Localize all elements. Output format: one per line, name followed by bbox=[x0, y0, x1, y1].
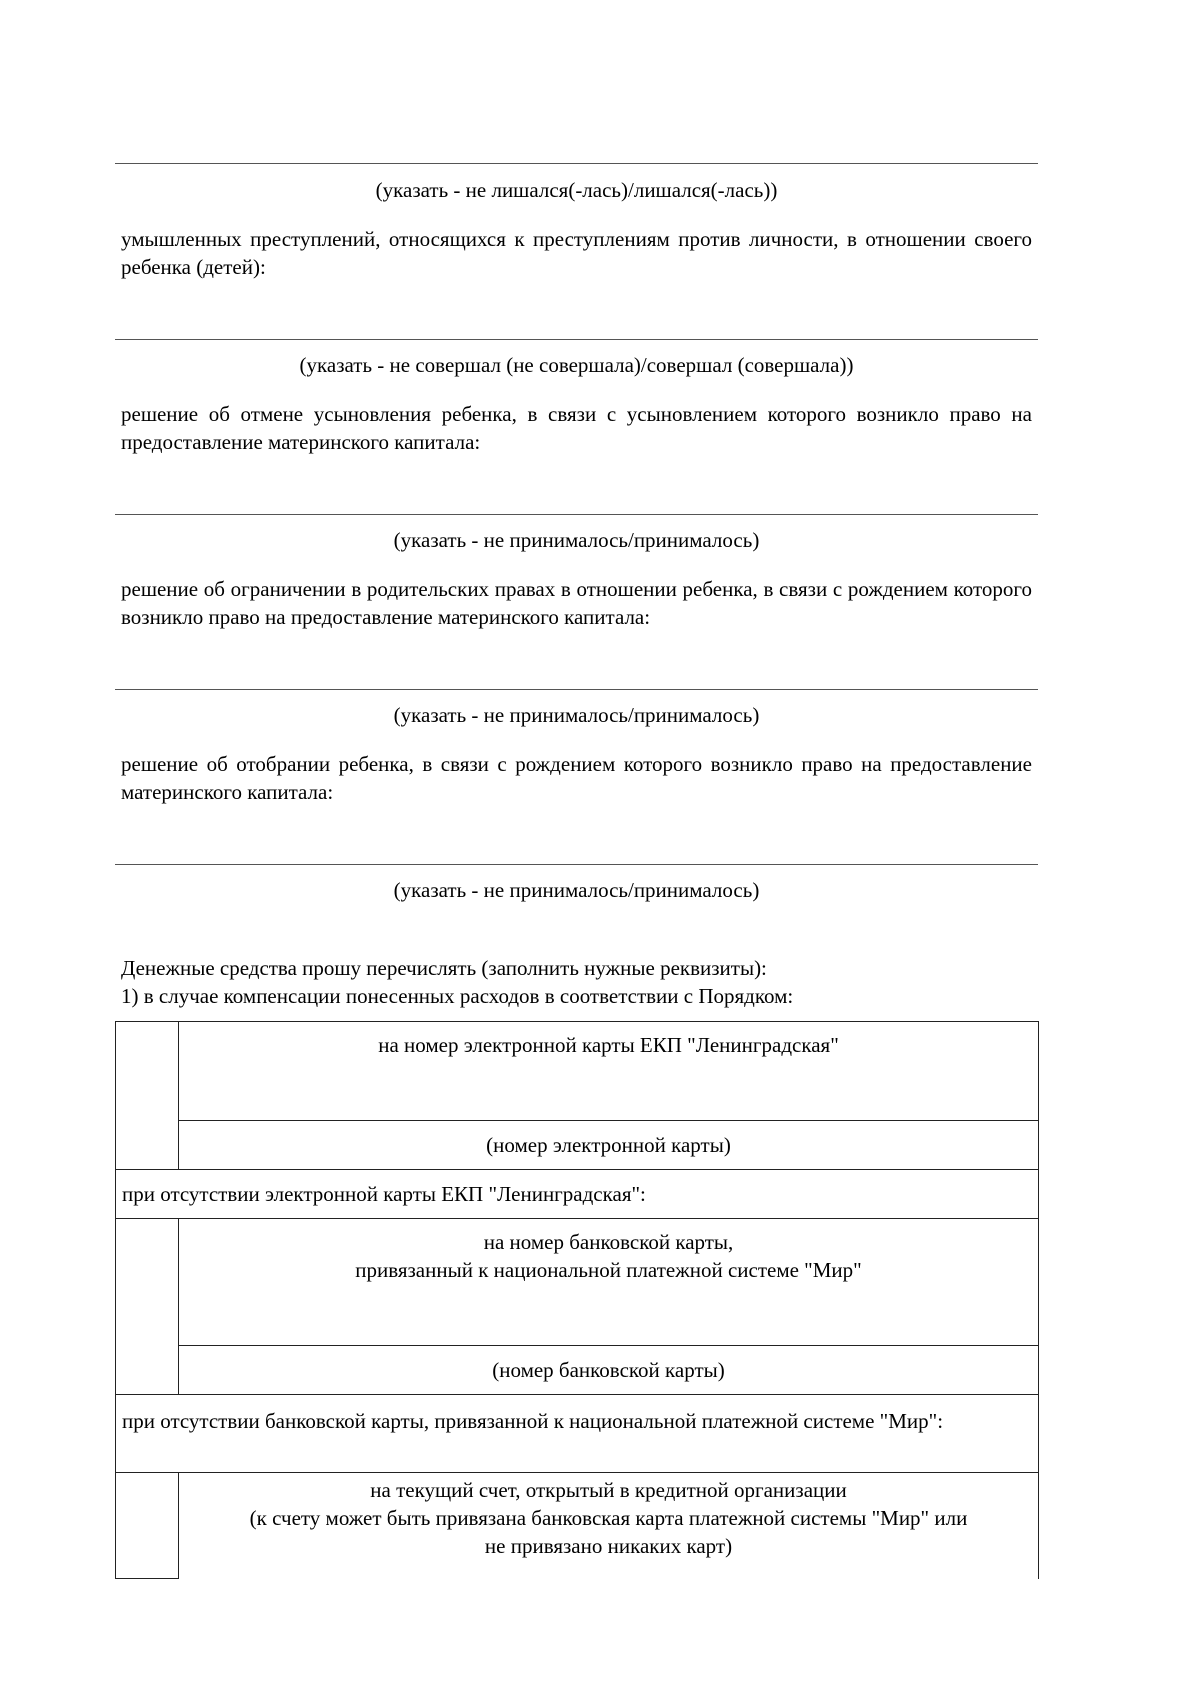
fill-line-1[interactable] bbox=[115, 163, 1038, 164]
checkbox-ekp-card[interactable] bbox=[116, 1022, 179, 1170]
fill-line-5[interactable] bbox=[115, 864, 1038, 865]
paragraph-removal bbox=[121, 750, 1032, 806]
no-bank-text: при отсутствии банковской карты, привязанной к национальной платежной системе "Мир": bbox=[122, 1409, 944, 1433]
money-transfer-line-1: Денежные средства прошу перечислять (заполнить нужные реквизиты): bbox=[121, 956, 767, 980]
ekp-card-title: на номер электронной карты ЕКП "Ленинградская" bbox=[378, 1033, 839, 1057]
no-ekp-row bbox=[116, 1170, 1039, 1219]
account-line-1: на текущий счет, открытый в кредитной организации bbox=[370, 1478, 847, 1502]
hint-committed: (указать - не совершал (не совершала)/совершал (совершала)) bbox=[299, 353, 854, 377]
paragraph-restriction bbox=[121, 575, 1032, 631]
money-transfer-line-2: 1) в случае компенсации понесенных расходов в соответствии с Порядком: bbox=[121, 984, 794, 1008]
paragraph-crimes bbox=[121, 225, 1032, 281]
paragraph-crimes-text: умышленных преступлений, относящихся к преступлениям против личности, в отношении своего ребенка (детей): bbox=[121, 227, 1032, 279]
account-line-3: не привязано никаких карт) bbox=[484, 1534, 733, 1558]
checkbox-account[interactable] bbox=[116, 1473, 179, 1579]
paragraph-restriction-text: решение об ограничении в родительских правах в отношении ребенка, в связи с рождением которого возникло право на предоставление материнского капитала: bbox=[121, 577, 1032, 629]
hint-deprivation: (указать - не лишался(-лась)/лишался(-лась)) bbox=[375, 178, 778, 202]
ekp-card-hint: (номер электронной карты) bbox=[486, 1133, 731, 1157]
paragraph-adoption-cancel-text: решение об отмене усыновления ребенка, в связи с усыновлением которого возникло право на предоставление материнского капитала: bbox=[121, 402, 1032, 454]
paragraph-adoption-cancel bbox=[121, 400, 1032, 456]
fill-line-3[interactable] bbox=[115, 514, 1038, 515]
paragraph-removal-text: решение об отобрании ребенка, в связи с рождением которого возникло право на предоставление материнского капитала: bbox=[121, 752, 1032, 804]
requisites-table bbox=[115, 1021, 1039, 1579]
hint-removal: (указать - не принималось/принималось) bbox=[393, 703, 760, 727]
hint-removal-decision: (указать - не принималось/принималось) bbox=[393, 878, 760, 902]
no-ekp-text: при отсутствии электронной карты ЕКП "Ленинградская": bbox=[122, 1182, 646, 1206]
account-field[interactable] bbox=[179, 1473, 1039, 1579]
ekp-card-hint-cell bbox=[179, 1121, 1039, 1170]
fill-line-4[interactable] bbox=[115, 689, 1038, 690]
account-line-2: (к счету может быть привязана банковская карта платежной системы "Мир" или bbox=[249, 1506, 968, 1530]
bank-card-hint-cell bbox=[179, 1346, 1039, 1395]
ekp-card-field[interactable] bbox=[179, 1022, 1039, 1121]
checkbox-bank-card[interactable] bbox=[116, 1219, 179, 1395]
bank-card-title-1: на номер банковской карты, bbox=[483, 1230, 734, 1254]
fill-line-2[interactable] bbox=[115, 339, 1038, 340]
bank-card-title-2: привязанный к национальной платежной системе "Мир" bbox=[355, 1258, 862, 1282]
no-bank-row bbox=[116, 1395, 1039, 1473]
bank-card-hint: (номер банковской карты) bbox=[492, 1358, 725, 1382]
hint-restriction: (указать - не принималось/принималось) bbox=[393, 528, 760, 552]
bank-card-field[interactable] bbox=[179, 1219, 1039, 1346]
